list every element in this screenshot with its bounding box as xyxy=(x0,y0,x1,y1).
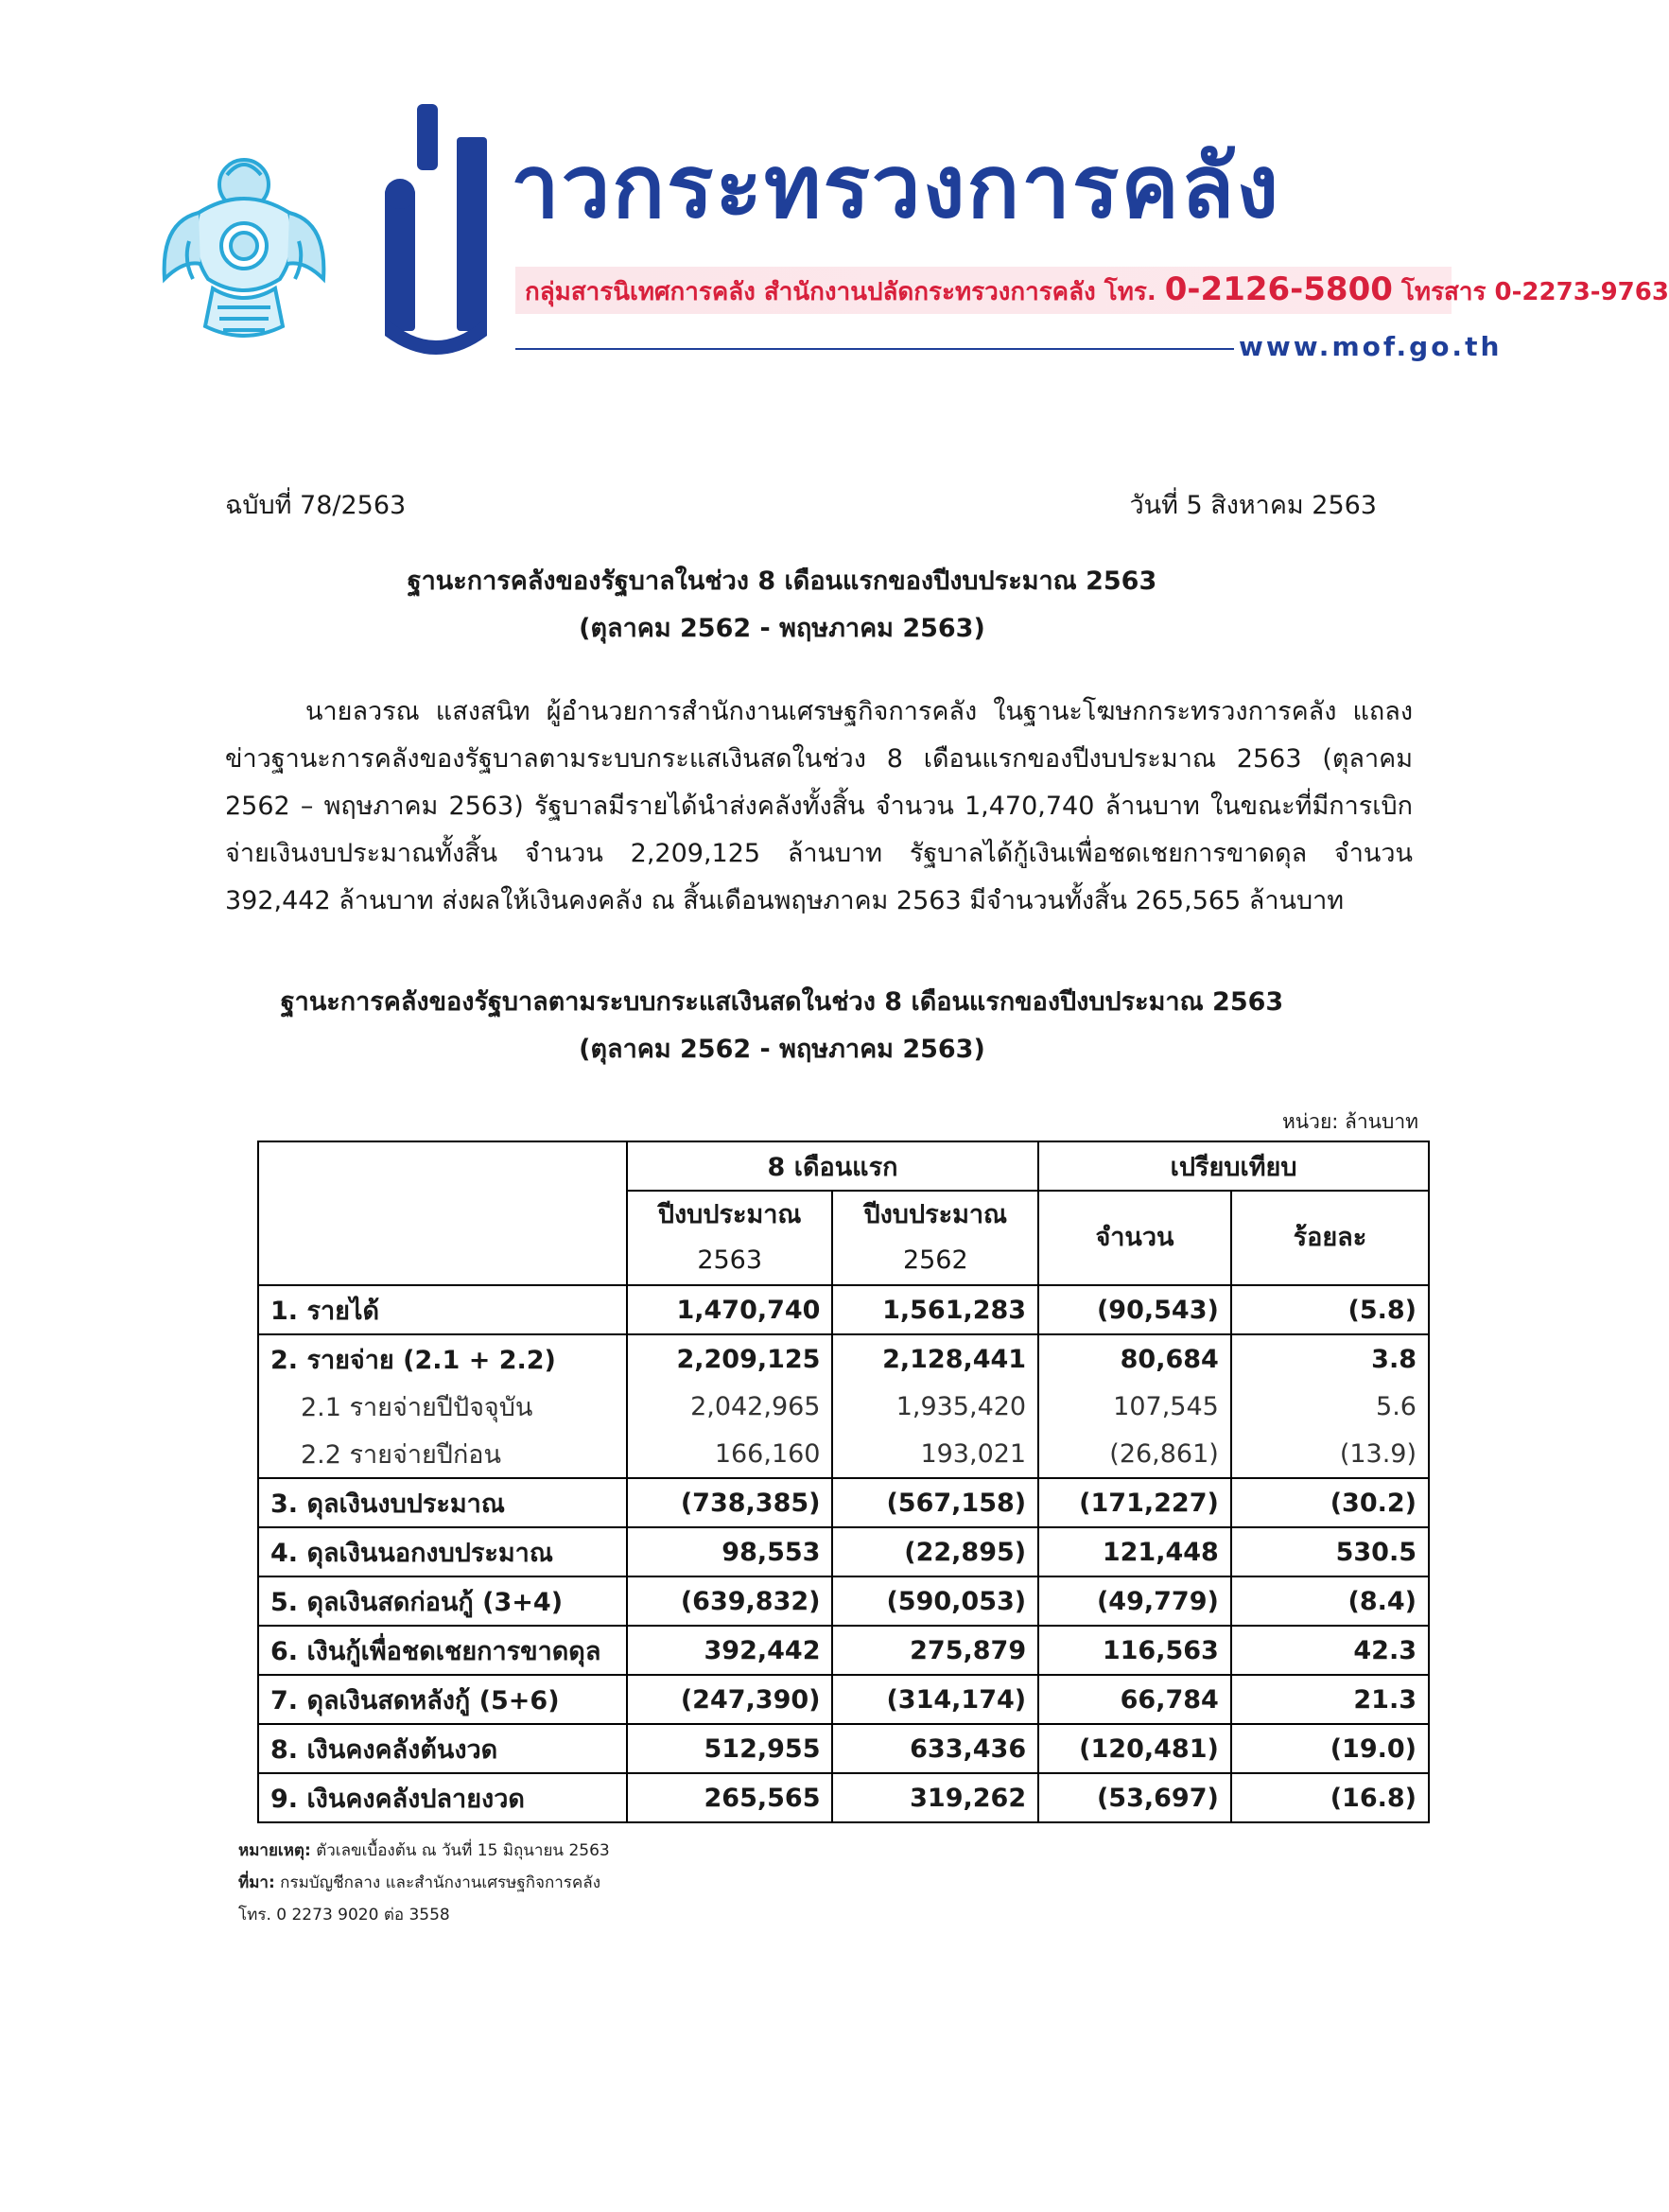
cell-amount: 66,784 xyxy=(1038,1675,1231,1724)
unit-label: หน่วย: ล้านบาท xyxy=(1281,1110,1418,1133)
cell-percent: (13.9) xyxy=(1231,1430,1429,1478)
table-row xyxy=(258,1478,1429,1527)
cell-fy2562: 193,021 xyxy=(832,1430,1038,1478)
cell-percent: 530.5 xyxy=(1231,1527,1429,1576)
cell-amount: (171,227) xyxy=(1038,1478,1231,1527)
cell-fy2562: 275,879 xyxy=(832,1626,1038,1675)
cell-amount: 80,684 xyxy=(1038,1334,1231,1383)
cell-fy2563: 166,160 xyxy=(627,1430,833,1478)
cell-amount: (53,697) xyxy=(1038,1773,1231,1822)
row-label: 2.1 รายจ่ายปีปัจจุบัน xyxy=(258,1383,627,1430)
table-row xyxy=(258,1576,1429,1626)
cell-amount: (90,543) xyxy=(1038,1285,1231,1334)
masthead-title: าวกระทรวงการคลัง xyxy=(511,136,1281,237)
cell-fy2562: 319,262 xyxy=(832,1773,1038,1822)
cell-percent: (16.8) xyxy=(1231,1773,1429,1822)
cell-amount: 107,545 xyxy=(1038,1383,1231,1430)
table-row xyxy=(258,1430,1429,1478)
cell-percent: (8.4) xyxy=(1231,1576,1429,1626)
masthead-fax-label: โทรสาร xyxy=(1400,278,1486,306)
table-row xyxy=(258,1724,1429,1773)
cell-fy2562: (590,053) xyxy=(832,1576,1038,1626)
masthead-contact xyxy=(525,272,1669,309)
row-label: 1. รายได้ xyxy=(258,1285,627,1334)
table-row xyxy=(258,1285,1429,1334)
header-fy2562 xyxy=(832,1191,1038,1285)
cell-fy2563: 98,553 xyxy=(627,1527,833,1576)
table-row xyxy=(258,1626,1429,1675)
row-label: 2. รายจ่าย (2.1 + 2.2) xyxy=(258,1334,627,1383)
page-title-line2: (ตุลาคม 2562 - พฤษภาคม 2563) xyxy=(579,614,985,643)
masthead xyxy=(161,104,1669,378)
page-title-line1: ฐานะการคลังของรัฐบาลในช่วง 8 เดือนแรกของปีงบประมาณ 2563 xyxy=(407,566,1157,596)
header-fy2563-year: 2563 xyxy=(697,1245,763,1275)
cell-fy2563: (247,390) xyxy=(627,1675,833,1724)
table-title xyxy=(0,979,1564,1073)
row-label: 9. เงินคงคลังปลายงวด xyxy=(258,1773,627,1822)
row-label: 4. ดุลเงินนอกงบประมาณ xyxy=(258,1527,627,1576)
cell-percent: 5.6 xyxy=(1231,1383,1429,1430)
header-group-compare: เปรียบเทียบ xyxy=(1038,1141,1429,1191)
cell-percent: (5.8) xyxy=(1231,1285,1429,1334)
header-fy2563 xyxy=(627,1191,833,1285)
cell-fy2563: 512,955 xyxy=(627,1724,833,1773)
cell-amount: (49,779) xyxy=(1038,1576,1231,1626)
row-label: 7. ดุลเงินสดหลังกู้ (5+6) xyxy=(258,1675,627,1724)
cell-fy2562: 1,935,420 xyxy=(832,1383,1038,1430)
source-text: กรมบัญชีกลาง และสำนักงานเศรษฐกิจการคลัง xyxy=(280,1873,601,1892)
remark-label: หมายเหตุ: xyxy=(238,1841,311,1860)
cell-fy2563: 392,442 xyxy=(627,1626,833,1675)
row-label: 3. ดุลเงินงบประมาณ xyxy=(258,1478,627,1527)
masthead-phone: 0-2126-5800 xyxy=(1164,270,1393,308)
cell-percent: 3.8 xyxy=(1231,1334,1429,1383)
remark-line xyxy=(238,1835,610,1867)
table-title-line2: (ตุลาคม 2562 - พฤษภาคม 2563) xyxy=(579,1035,985,1064)
header-amount: จำนวน xyxy=(1038,1191,1231,1285)
issue-number: ฉบับที่ 78/2563 xyxy=(225,491,407,520)
masthead-logo-char xyxy=(364,104,506,359)
cell-amount: (26,861) xyxy=(1038,1430,1231,1478)
cell-percent: 21.3 xyxy=(1231,1675,1429,1724)
cell-fy2563: 2,209,125 xyxy=(627,1334,833,1383)
remark-text: ตัวเลขเบื้องต้น ณ วันที่ 15 มิถุนายน 2563 xyxy=(316,1841,610,1860)
cell-amount: (120,481) xyxy=(1038,1724,1231,1773)
header-blank xyxy=(258,1141,627,1285)
body-paragraph xyxy=(225,688,1413,925)
cell-fy2563: (738,385) xyxy=(627,1478,833,1527)
cell-fy2562: 1,561,283 xyxy=(832,1285,1038,1334)
header-fy2562-label: ปีงบประมาณ xyxy=(863,1200,1008,1229)
cell-fy2563: (639,832) xyxy=(627,1576,833,1626)
cell-fy2562: (22,895) xyxy=(832,1527,1038,1576)
body-paragraph-text: นายลวรณ แสงสนิท ผู้อำนวยการสำนักงานเศรษฐกิจการคลัง ในฐานะโฆษกกระทรวงการคลัง แถลงข่าวฐานะการคลังของรัฐบาลตามระบบกระแสเงินสดในช่วง 8 เดือนแรกของปีงบประมาณ 2563 (ตุลาคม 2562 – พฤษภาคม 2563) รัฐบาลมีรายได้นำส่งคลังทั้งสิ้น จำนวน 1,470,740 ล้านบาท ในขณะที่มีการเบิกจ่ายเงินงบประมาณทั้งสิ้น จำนวน 2,209,125 ล้านบาท รัฐบาลได้กู้เงินเพื่อชดเชยการขาดดุล จำนวน 392,442 ล้านบาท ส่งผลให้เงินคงคลัง ณ สิ้นเดือนพฤษภาคม 2563 มีจำนวนทั้งสิ้น 265,565 ล้านบาท xyxy=(225,697,1413,915)
cell-percent: (30.2) xyxy=(1231,1478,1429,1527)
cell-fy2562: 633,436 xyxy=(832,1724,1038,1773)
masthead-url[interactable]: www.mof.go.th xyxy=(1239,331,1503,362)
table-notes xyxy=(238,1835,610,1931)
fiscal-table xyxy=(257,1141,1430,1823)
page-title xyxy=(0,558,1564,653)
table-row xyxy=(258,1773,1429,1822)
cell-amount: 121,448 xyxy=(1038,1527,1231,1576)
table-row xyxy=(258,1334,1429,1383)
garuda-emblem-icon xyxy=(161,147,326,350)
cell-percent: 42.3 xyxy=(1231,1626,1429,1675)
table-row xyxy=(258,1383,1429,1430)
source-line xyxy=(238,1867,610,1899)
cell-amount: 116,563 xyxy=(1038,1626,1231,1675)
cell-fy2562: (314,174) xyxy=(832,1675,1038,1724)
table-title-line1: ฐานะการคลังของรัฐบาลตามระบบกระแสเงินสดในช่วง 8 เดือนแรกของปีงบประมาณ 2563 xyxy=(280,987,1284,1017)
row-label: 2.2 รายจ่ายปีก่อน xyxy=(258,1430,627,1478)
cell-percent: (19.0) xyxy=(1231,1724,1429,1773)
header-fy2563-label: ปีงบประมาณ xyxy=(657,1200,802,1229)
masthead-fax: 0-2273-9763 xyxy=(1494,278,1669,306)
source-label: ที่มา: xyxy=(238,1873,275,1892)
cell-fy2562: 2,128,441 xyxy=(832,1334,1038,1383)
cell-fy2563: 1,470,740 xyxy=(627,1285,833,1334)
cell-fy2562: (567,158) xyxy=(832,1478,1038,1527)
table-row xyxy=(258,1527,1429,1576)
masthead-divider xyxy=(515,348,1234,350)
row-label: 5. ดุลเงินสดก่อนกู้ (3+4) xyxy=(258,1576,627,1626)
header-percent: ร้อยละ xyxy=(1231,1191,1429,1285)
contact-phone: โทร. 0 2273 9020 ต่อ 3558 xyxy=(238,1906,450,1925)
cell-fy2563: 265,565 xyxy=(627,1773,833,1822)
table-row xyxy=(258,1675,1429,1724)
header-group-8months: 8 เดือนแรก xyxy=(627,1141,1038,1191)
row-label: 6. เงินกู้เพื่อชดเชยการขาดดุล xyxy=(258,1626,627,1675)
masthead-org: กลุ่มสารนิเทศการคลัง สำนักงานปลัดกระทรวงการคลัง โทร. xyxy=(525,278,1156,306)
header-fy2562-year: 2562 xyxy=(902,1245,968,1275)
issue-date: วันที่ 5 สิงหาคม 2563 xyxy=(1129,491,1377,520)
row-label: 8. เงินคงคลังต้นงวด xyxy=(258,1724,627,1773)
cell-fy2563: 2,042,965 xyxy=(627,1383,833,1430)
